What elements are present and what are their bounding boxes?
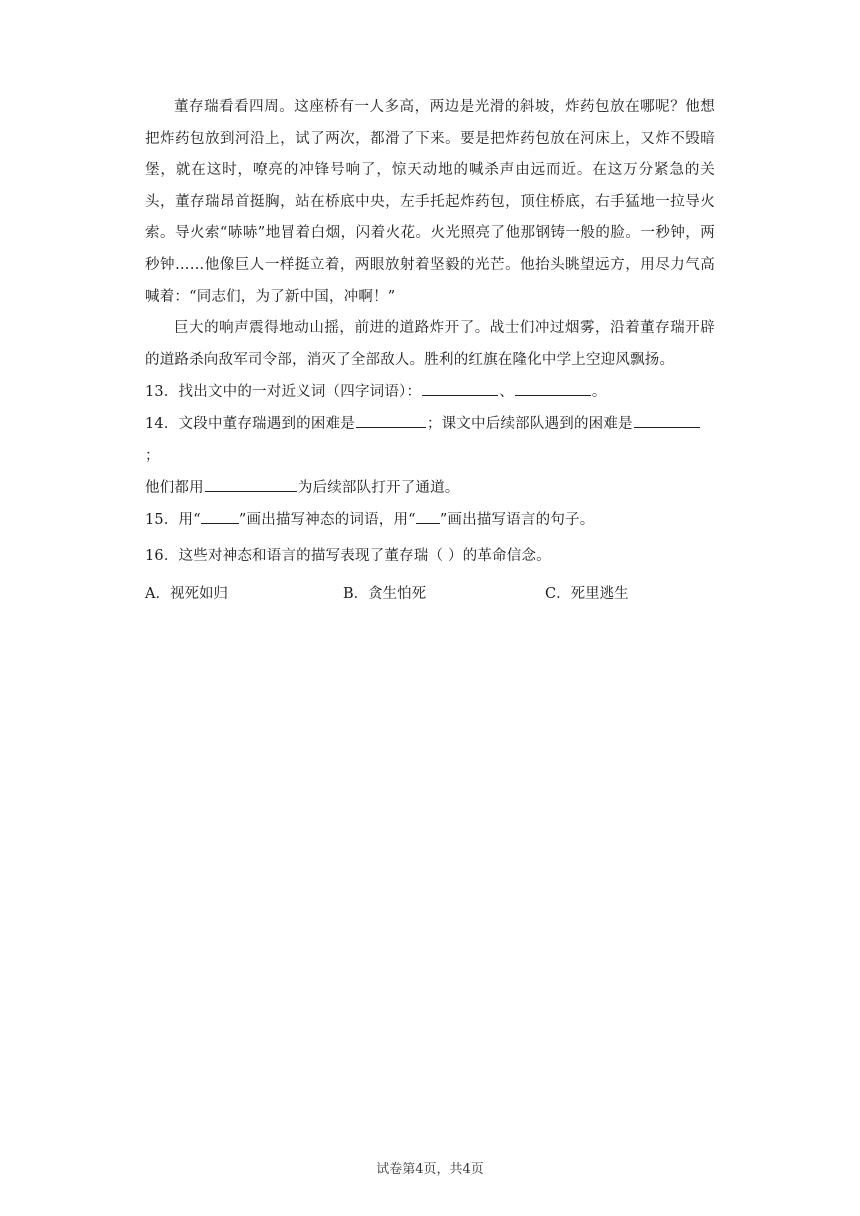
option-a[interactable]: A．视死如归 — [145, 586, 228, 603]
question-13 — [145, 376, 715, 408]
question-16-text: 16．这些对神态和语言的描写表现了董存瑞（ ）的革命信念。 — [145, 548, 551, 565]
passage-paragraph-2: 巨大的响声震得地动山摇，前进的道路炸开了。战士们冲过烟雾，沿着董存瑞开辟的道路杀向敌军司令部，消灭了全部敌人。胜利的红旗在隆化中学上空迎风飘扬。 — [145, 320, 715, 368]
question-16 — [145, 540, 715, 572]
exam-page-content — [145, 92, 715, 610]
question-16-options — [145, 578, 715, 610]
answer-blank-13b[interactable] — [515, 379, 591, 396]
question-13-end: 。 — [591, 384, 607, 401]
option-c[interactable]: C．死里逃生 — [545, 586, 629, 603]
wavy-underline-sample — [416, 509, 440, 524]
question-14-part1: 14．文段中董存瑞遇到的困难是 — [145, 416, 355, 433]
page-footer: 试卷第4页，共4页 — [376, 1162, 484, 1177]
answer-blank-14a[interactable] — [356, 411, 426, 428]
question-13-separator: 、 — [499, 384, 514, 401]
question-14 — [145, 408, 715, 504]
option-b[interactable]: B．贪生怕死 — [343, 586, 427, 603]
question-14-part3: ； — [145, 448, 160, 465]
answer-blank-14c[interactable] — [205, 475, 297, 492]
passage-paragraph-1: 董存瑞看看四周。这座桥有一人多高，两边是光滑的斜坡，炸药包放在哪呢？他想把炸药包放到河沿上，试了两次，都滑了下来。要是把炸药包放在河床上，又炸不毁暗堡，就在这时，嘹亮的冲锋号响了，惊天动地的喊杀声由远而近。在这万分紧急的关头，董存瑞昂首挺胸，站在桥底中央，左手托起炸药包，顶住桥底，右手猛地一拉导火索。导火索“哧哧”地冒着白烟，闪着火花。火光照亮了他那钢铸一般的脸。一秒钟，两秒钟……他像巨人一样挺立着，两眼放射着坚毅的光芒。他抬头眺望远方，用尽力气高喊着：“同志们，为了新中国，冲啊！” — [145, 99, 715, 305]
question-14-part5: 为后续部队打开了通道。 — [297, 480, 460, 497]
question-15-part3: ”画出描写语言的句子。 — [439, 512, 595, 529]
straight-underline-sample — [201, 509, 239, 524]
question-14-part2: ；课文中后续部队遇到的困难是 — [426, 416, 633, 433]
question-15 — [145, 504, 715, 536]
answer-blank-13a[interactable] — [422, 379, 498, 396]
question-15-part1: 15．用“ — [145, 512, 201, 529]
answer-blank-14b[interactable] — [634, 411, 700, 428]
question-15-part2: ”画出描写神态的词语，用“ — [238, 512, 416, 529]
question-14-part4: 他们都用 — [145, 480, 204, 497]
question-13-text: 13．找出文中的一对近义词（四字词语）： — [145, 384, 422, 401]
